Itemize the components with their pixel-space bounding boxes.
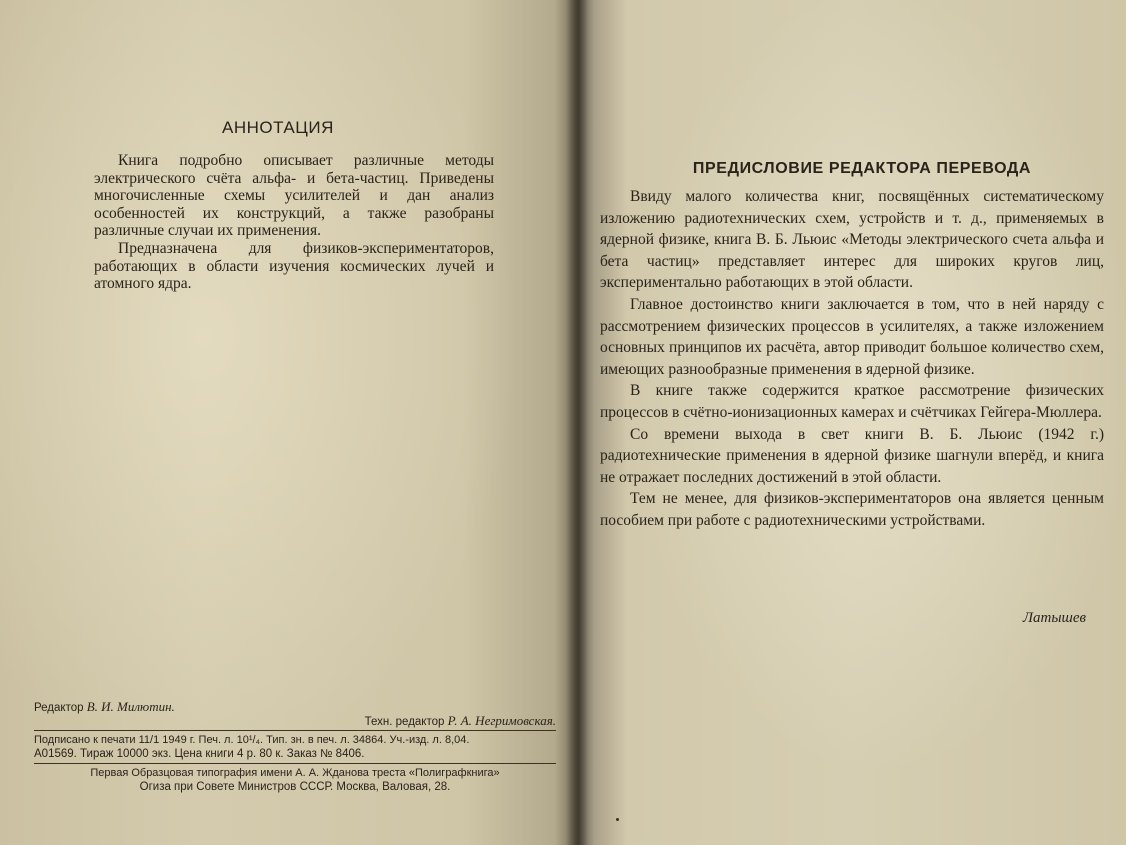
preface-paragraph: Тем не менее, для физиков-экспериментаторов она является ценным пособием при работе с радиотехническими устройствами. [600,490,1104,529]
imprint-line: Подписано к печати 11/1 1949 г. Печ. л. 10¹/₄. Тип. зн. в печ. л. 34864. Уч.-изд. л. 8,04. [34,734,470,746]
preface-signature: Латышев [1022,610,1086,626]
tech-editor-name: Р. А. Негримовская. [447,713,556,728]
annotation-paragraph: Книга подробно описывает различные методы электрического счёта альфа- и бета-частиц. Приведены многочисленные схемы усилителей и дан анализ особенностей их конструкций, а также разобраны различные случаи их применения. [94,152,494,240]
imprint-press [34,764,556,794]
press-line: Первая Образцовая типография имени А. А. Жданова треста «Полиграфкнига» [90,767,500,779]
page-speck [616,818,619,821]
imprint [34,700,556,794]
imprint-tech-editor [365,700,556,729]
right-page [578,0,1126,845]
imprint-editor [34,700,175,715]
preface-paragraph: Со времени выхода в свет книги В. Б. Льюис (1942 г.) радиотехнические применения в ядерной физике шагнули вперёд, и книга не отражает последних достижений в этой области. [600,425,1104,486]
imprint-line: А01569. Тираж 10000 экз. Цена книги 4 р. 80 к. Заказ № 8406. [34,748,365,760]
imprint-editors [34,700,556,730]
editor-name: В. И. Милютин. [86,699,175,714]
preface-paragraph: Ввиду малого количества книг, посвящённых систематическому изложению радиотехнических схем, устройств и т. д., применяемых в ядерной физике, книга В. Б. Льюис «Методы электрического счета альфа и бета частиц» представляет интерес для широких кругов лиц, экспериментально работающих в этой области. [600,188,1104,292]
preface-paragraph: Главное достоинство книги заключается в том, что в ней наряду с рассмотрением физических процессов в усилителях, а также изложением основных принципов их расчёта, автор приводит большое количество схем, имеющих разнообразные применения в ядерной физике. [600,295,1104,378]
annotation-body [94,152,494,293]
preface-paragraph: В книге также содержится краткое рассмотрение физических процессов в счётно-ионизационных камерах и счётчиках Гейгера-Мюллера. [600,382,1104,421]
preface-body [600,186,1104,532]
preface-title: ПРЕДИСЛОВИЕ РЕДАКТОРА ПЕРЕВОДА [692,160,1032,177]
book-gutter [566,0,588,845]
tech-editor-label: Техн. редактор [364,716,445,728]
annotation-paragraph: Предназначена для физиков-экспериментаторов, работающих в области изучения космических лучей и атомного ядра. [94,239,494,293]
editor-label: Редактор [34,702,84,714]
imprint-print-details [34,731,556,763]
press-line: Огиза при Совете Министров СССР. Москва, Валовая, 28. [139,781,451,793]
annotation-title: АННОТАЦИЯ [222,118,334,137]
